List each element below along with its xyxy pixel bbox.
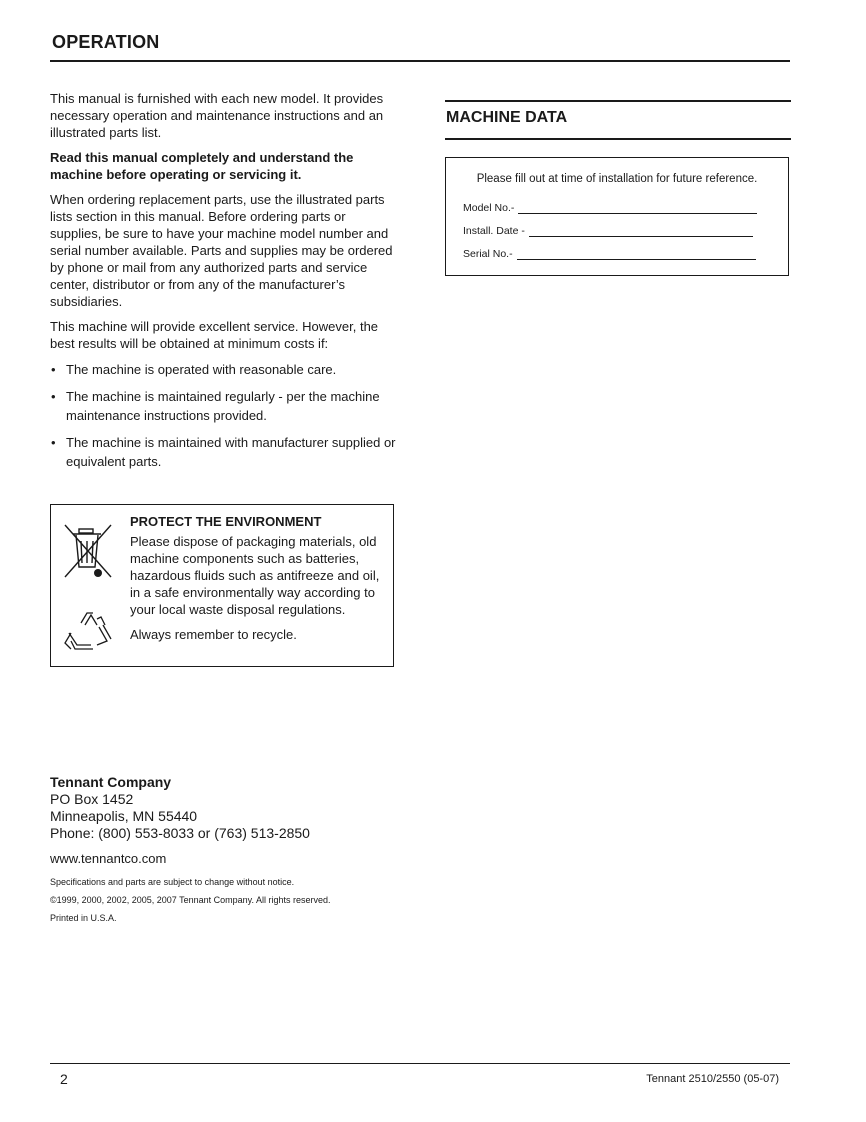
specifications-notice: Specifications and parts are subject to change without notice. [50,877,295,887]
crossed-out-bin-icon [61,521,117,661]
page-number: 2 [60,1071,68,1087]
environment-title: PROTECT THE ENVIRONMENT [130,514,322,529]
environment-text [130,513,390,643]
company-website[interactable]: www.tennantco.com [50,851,167,866]
list-item-text: The machine is maintained with manufacturer supplied or equivalent parts. [66,435,396,469]
list-item [50,433,400,471]
serial-number-line[interactable] [517,249,756,260]
list-item-text: The machine is maintained regularly - per the machine maintenance instructions provided. [66,389,380,423]
list-item [50,360,400,379]
install-date-line[interactable] [529,226,753,237]
list-item [50,387,400,425]
intro-paragraph-1: This manual is furnished with each new model. It provides necessary operation and maintenance instructions and an illustrated parts list. [50,91,384,140]
environment-notice-box [50,504,394,667]
intro-paragraph-warning: Read this manual completely and understand the machine before operating or servicing it. [50,150,354,182]
machine-data-form [445,157,789,276]
company-name: Tennant Company [50,774,172,790]
model-number-field[interactable] [463,202,757,214]
model-number-label: Model No.- [463,202,515,214]
bullet-icon: • [51,389,56,404]
printed-in-notice: Printed in U.S.A. [50,913,117,923]
machine-data-rule-bottom [445,138,791,140]
recycle-icon [65,613,111,649]
recycle-reminder: Always remember to recycle. [130,627,297,642]
machine-data-rule-top [445,100,791,102]
company-po-box: PO Box 1452 [50,791,134,807]
serial-number-label: Serial No.- [463,248,513,260]
intro-section [50,90,400,479]
copyright-notice: ©1999, 2000, 2002, 2005, 2007 Tennant Company. All rights reserved. [50,895,331,905]
intro-paragraph-ordering: When ordering replacement parts, use the illustrated parts lists section in this manual. Before ordering parts or supplies, be sure to have your machine model number and serial number available. Parts and supplies may be ordered by phone or mail from any authorized parts and service center, distributor or from any of the manufacturer’s subsidiaries. [50,192,393,309]
bullet-icon: • [51,435,56,450]
company-phone: Phone: (800) 553-8033 or (763) 513-2850 [50,825,310,841]
bullet-icon: • [51,362,56,377]
page-title: OPERATION [52,32,160,52]
intro-paragraph-service: This machine will provide excellent service. However, the best results will be obtained at minimum costs if: [50,319,379,351]
environment-icons [61,521,117,661]
header-rule [50,60,790,62]
machine-data-title: MACHINE DATA [446,109,568,126]
serial-number-field[interactable] [463,248,756,260]
company-city: Minneapolis, MN 55440 [50,808,198,824]
conditions-list [50,360,400,471]
company-address [50,774,310,842]
footer-rule [50,1063,790,1064]
install-date-field[interactable] [463,225,753,237]
environment-body: Please dispose of packaging materials, old machine components such as batteries, hazardous fluids such as antifreeze and oil, in a safe environmentally way according to your local waste disposal regulations. [130,534,380,617]
document-reference: Tennant 2510/2550 (05-07) [646,1073,779,1085]
machine-data-note: Please fill out at time of installation for future reference. [476,173,758,185]
install-date-label: Install. Date - [463,225,525,237]
model-number-line[interactable] [518,203,757,214]
list-item-text: The machine is operated with reasonable care. [66,362,337,377]
